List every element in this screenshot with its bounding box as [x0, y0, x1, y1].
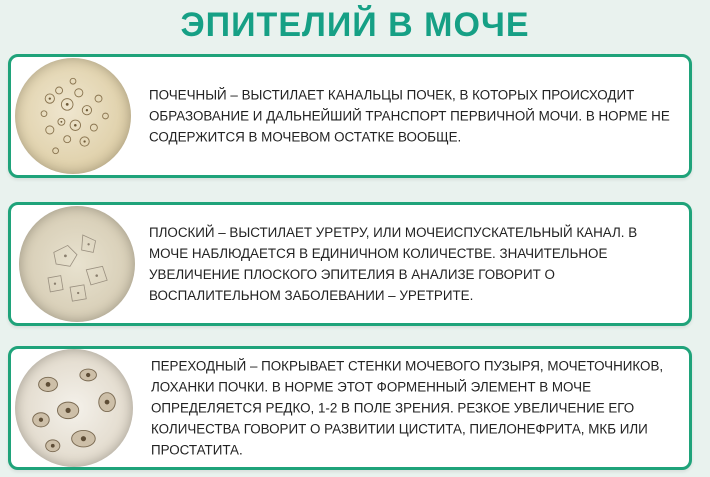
squamous-epithelium-microscope-image: [19, 206, 135, 322]
card-renal-epithelium: [8, 54, 692, 178]
transitional-epithelium-microscope-image: [15, 349, 133, 467]
page-title: ЭПИТЕЛИЙ В МОЧЕ: [180, 6, 530, 44]
squamous-epithelium-description: ПЛОСКИЙ – ВЫСТИЛАЕТ УРЕТРУ, ИЛИ МОЧЕИСПУСКАТЕЛЬНЫЙ КАНАЛ. В МОЧЕ НАБЛЮДАЕТСЯ В ЕДИНИЧНОМ КОЛИЧЕСТВЕ. ЗНАЧИТЕЛЬНОЕ УВЕЛИЧЕНИЕ ПЛОСКОГО ЭПИТЕЛИЯ В АНАЛИЗЕ ГОВОРИТ О ВОСПАЛИТЕЛЬНОМ ЗАБОЛЕВАНИИ – УРЕТРИТЕ.: [149, 225, 638, 303]
card-squamous-epithelium: [8, 202, 692, 326]
card-transitional-epithelium: [8, 346, 692, 470]
renal-epithelium-microscope-image: [15, 58, 131, 174]
transitional-epithelium-description: ПЕРЕХОДНЫЙ – ПОКРЫВАЕТ СТЕНКИ МОЧЕВОГО ПУЗЫРЯ, МОЧЕТОЧНИКОВ, ЛОХАНКИ ПОЧКИ. В НОРМЕ ЭТОТ ФОРМЕННЫЙ ЭЛЕМЕНТ В МОЧЕ ОПРЕДЕЛЯЕТСЯ РЕДКО, 1-2 В ПОЛЕ ЗРЕНИЯ. РЕЗКОЕ УВЕЛИЧЕНИЕ ЕГО КОЛИЧЕСТВА ГОВОРИТ О РАЗВИТИИ ЦИСТИТА, ПИЕЛОНЕФРИТА, МКБ ИЛИ ПРОСТАТИТА.: [151, 358, 664, 458]
renal-epithelium-description: ПОЧЕЧНЫЙ – ВЫСТИЛАЕТ КАНАЛЬЦЫ ПОЧЕК, В КОТОРЫХ ПРОИСХОДИТ ОБРАЗОВАНИЕ И ДАЛЬНЕЙШИЙ ТРАНСПОРТ ПЕРВИЧНОЙ МОЧИ. В НОРМЕ НЕ СОДЕРЖИТСЯ В МОЧЕВОМ ОСТАТКЕ ВООБЩЕ.: [149, 87, 670, 145]
